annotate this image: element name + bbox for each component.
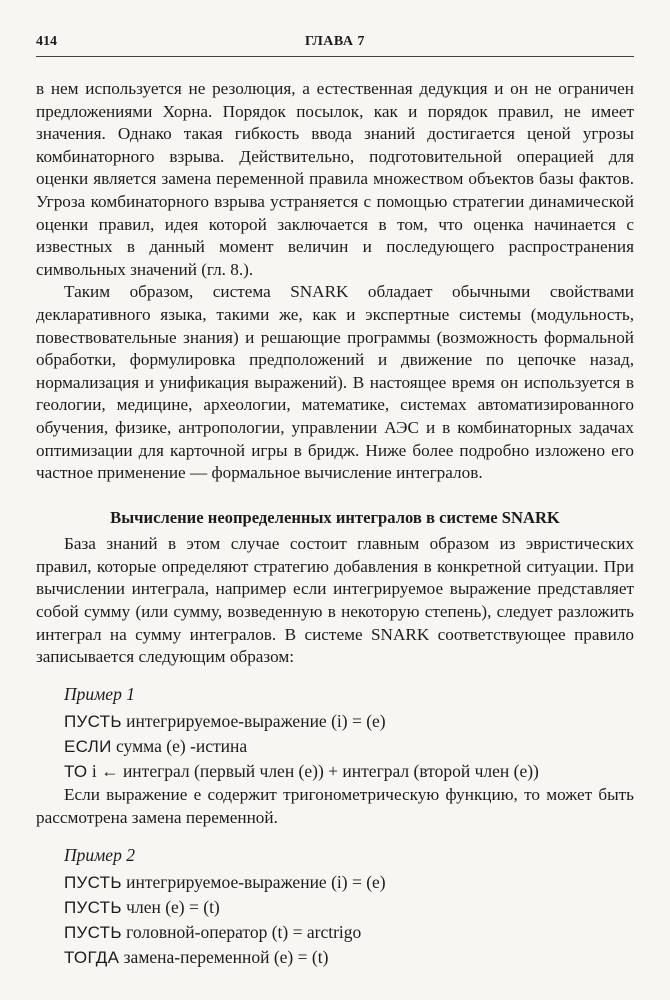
rule-keyword: ТО (64, 762, 88, 782)
rule-text: замена-переменной (e) = (t) (123, 947, 329, 968)
section-heading: Вычисление неопределенных интегралов в системе SNARK (110, 507, 560, 527)
example-1-title: Пример 1 (64, 683, 135, 704)
page-header (36, 34, 634, 57)
example-2-rule-4 (64, 945, 634, 970)
rule-text: головной-оператор (t) = arctrigo (126, 922, 362, 943)
rule-keyword: ПУСТЬ (64, 873, 122, 893)
rule-keyword: ТОГДА (64, 948, 120, 968)
rule-text: интегрируемое-выражение (i) = (e) (126, 711, 386, 732)
chapter-title: ГЛАВА 7 (305, 34, 365, 49)
page-body (36, 78, 634, 970)
rule-text: сумма (e) -истина (116, 736, 248, 757)
page-number: 414 (36, 34, 57, 49)
rule-keyword: ПУСТЬ (64, 923, 122, 943)
paragraph-4: Если выражение e содержит тригонометрическую функцию, то может быть рассмотрена замена переменной. (36, 785, 634, 828)
example-2-rule-1 (64, 870, 634, 895)
rule-keyword: ПУСТЬ (64, 898, 122, 918)
example-2-rule-3 (64, 920, 634, 945)
example-1-rule-2 (64, 734, 634, 759)
paragraph-3: База знаний в этом случае состоит главным образом из эвристических правил, которые определяют стратегию добавления в конкретной ситуации. При вычислении интеграла, например если интегрируемое выражение представляет собой сумму (или сумму, возведенную в некоторую степень), следует разложить интеграл на сумму интегралов. В системе SNARK соответствующее правило записывается следующим образом: (36, 534, 634, 667)
example-2-rule-2 (64, 895, 634, 920)
rule-keyword: ЕСЛИ (64, 737, 112, 757)
example-2-title: Пример 2 (64, 844, 135, 865)
example-1-rule-3 (64, 759, 634, 784)
rule-text: интегрируемое-выражение (i) = (e) (126, 872, 386, 893)
paragraph-2: Таким образом, система SNARK обладает обычными свойствами декларативного языка, такими же, как и экспертные системы (модульность, повествовательные знания) и решающие программы (возможность формальной обработки, формулировка предположений и движение по цепочке назад, нормализация и унификация выражений). В настоящее время он используется в геологии, медицине, археологии, математике, системах автоматизированного обучения, физике, антропологии, управлении АЭС и в комбинаторных задачах оптимизации для карточной игры в бридж. Ниже более подробно изложено его частное применение — формальное вычисление интегралов. (36, 282, 634, 483)
rule-text: член (e) = (t) (126, 897, 220, 918)
rule-keyword: ПУСТЬ (64, 712, 122, 732)
example-1-rule-1 (64, 709, 634, 734)
paragraph-1: в нем используется не резолюция, а естественная дедукция и он не ограничен предложениями Хорна. Порядок посылок, как и порядок правил, не имеет значения. Однако такая гибкость ввода знаний достигается ценой угрозы комбинаторного взрыва. Действительно, подготовительной операцией для оценки является замена переменной правила множеством объектов базы фактов. Угроза комбинаторного взрыва устраняется с помощью стратегии динамической оценки правил, идея которой заключается в том, что оценка начинается с известных в данный момент величин и последующего распространения символьных значений (гл. 8.). (36, 79, 634, 279)
rule-text: i ← интеграл (первый член (e)) + интеграл (второй член (e)) (91, 761, 539, 782)
